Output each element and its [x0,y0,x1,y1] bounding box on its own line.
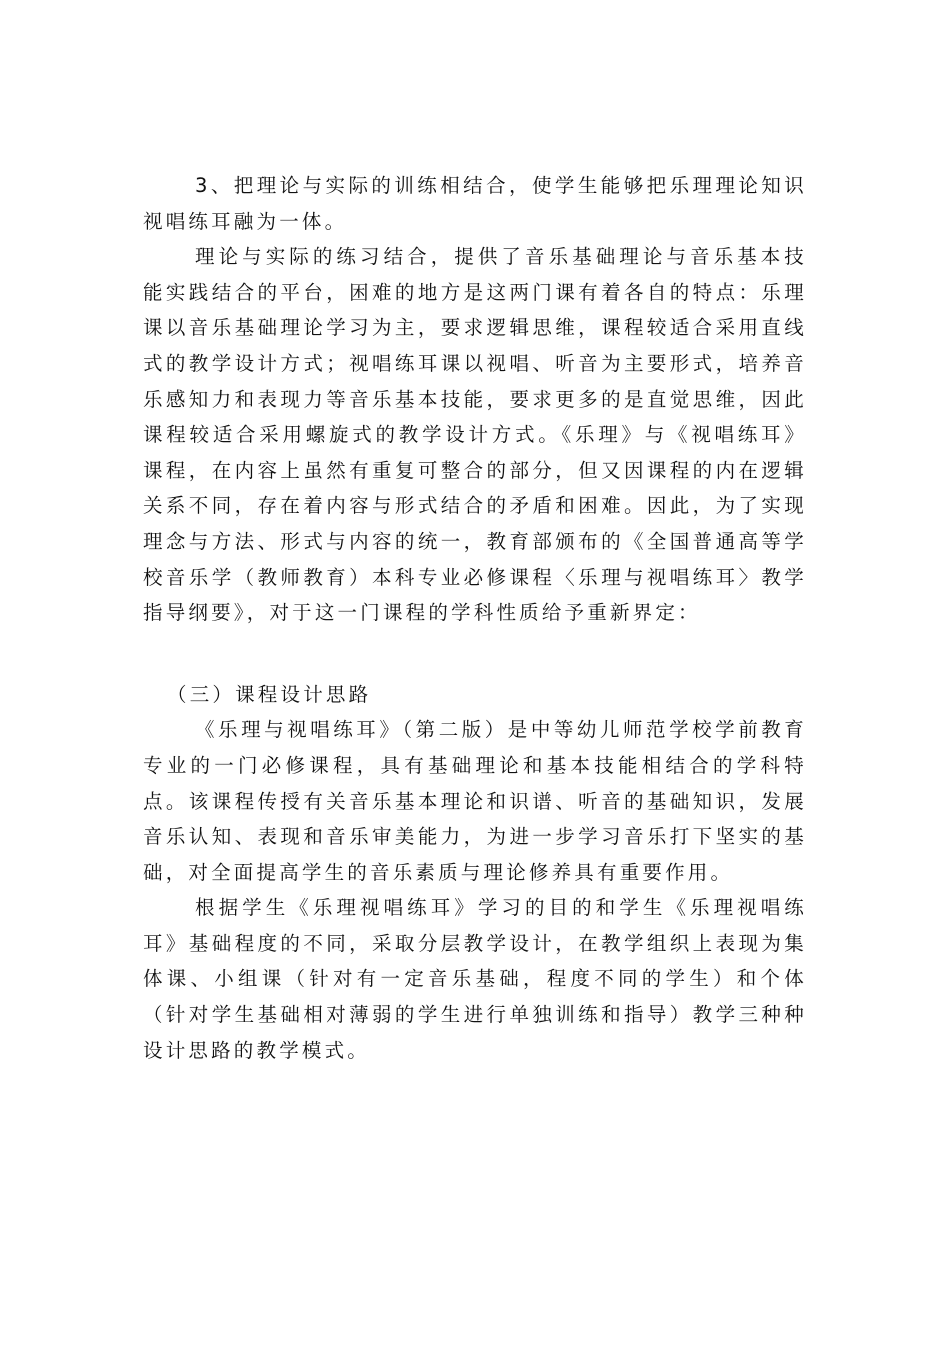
section-heading: （三）课程设计思路 [167,682,372,706]
paragraph-course-nature: 《乐理与视唱练耳》（第二版）是中等幼儿师范学校学前教育专业的一门必修课程，具有基础理论和基本技能相结合的学科特点。该课程传授有关音乐基本理论和识谱、听音的基础知识，发展音乐认知、表现和音乐审美能力，为进一步学习音乐打下坚实的基础，对全面提高学生的音乐素质与理论修养具有重要作用。 [143,718,807,884]
paragraph-theory-practice: 理论与实际的练习结合，提供了音乐基础理论与音乐基本技能实践结合的平台，困难的地方是这两门课有着各自的特点：乐理课以音乐基础理论学习为主，要求逻辑思维，课程较适合采用直线式的教学设计方式；视唱练耳课以视唱、听音为主要形式，培养音乐感知力和表现力等音乐基本技能，要求更多的是直觉思维，因此课程较适合采用螺旋式的教学设计方式。《乐理》与《视唱练耳》课程，在内容上虽然有重复可整合的部分，但又因课程的内在逻辑关系不同，存在着内容与形式结合的矛盾和困难。因此，为了实现理念与方法、形式与内容的统一，教育部颁布的《全国普通高等学校音乐学（教师教育）本科专业必修课程〈乐理与视唱练耳〉教学指导纲要》，对于这一门课程的学科性质给予重新界定： [143,245,807,625]
document-body [143,168,807,1068]
paragraph-layered-teaching: 根据学生《乐理视唱练耳》学习的目的和学生《乐理视唱练耳》基础程度的不同，采取分层教学设计，在教学组织上表现为集体课、小组课（针对有一定音乐基础，程度不同的学生）和个体（针对学生基础相对薄弱的学生进行单独训练和指导）教学三种种设计思路的教学模式。 [143,896,807,1062]
paragraph-point-3: 3、把理论与实际的训练相结合，使学生能够把乐理理论知识视唱练耳融为一体。 [143,174,807,233]
